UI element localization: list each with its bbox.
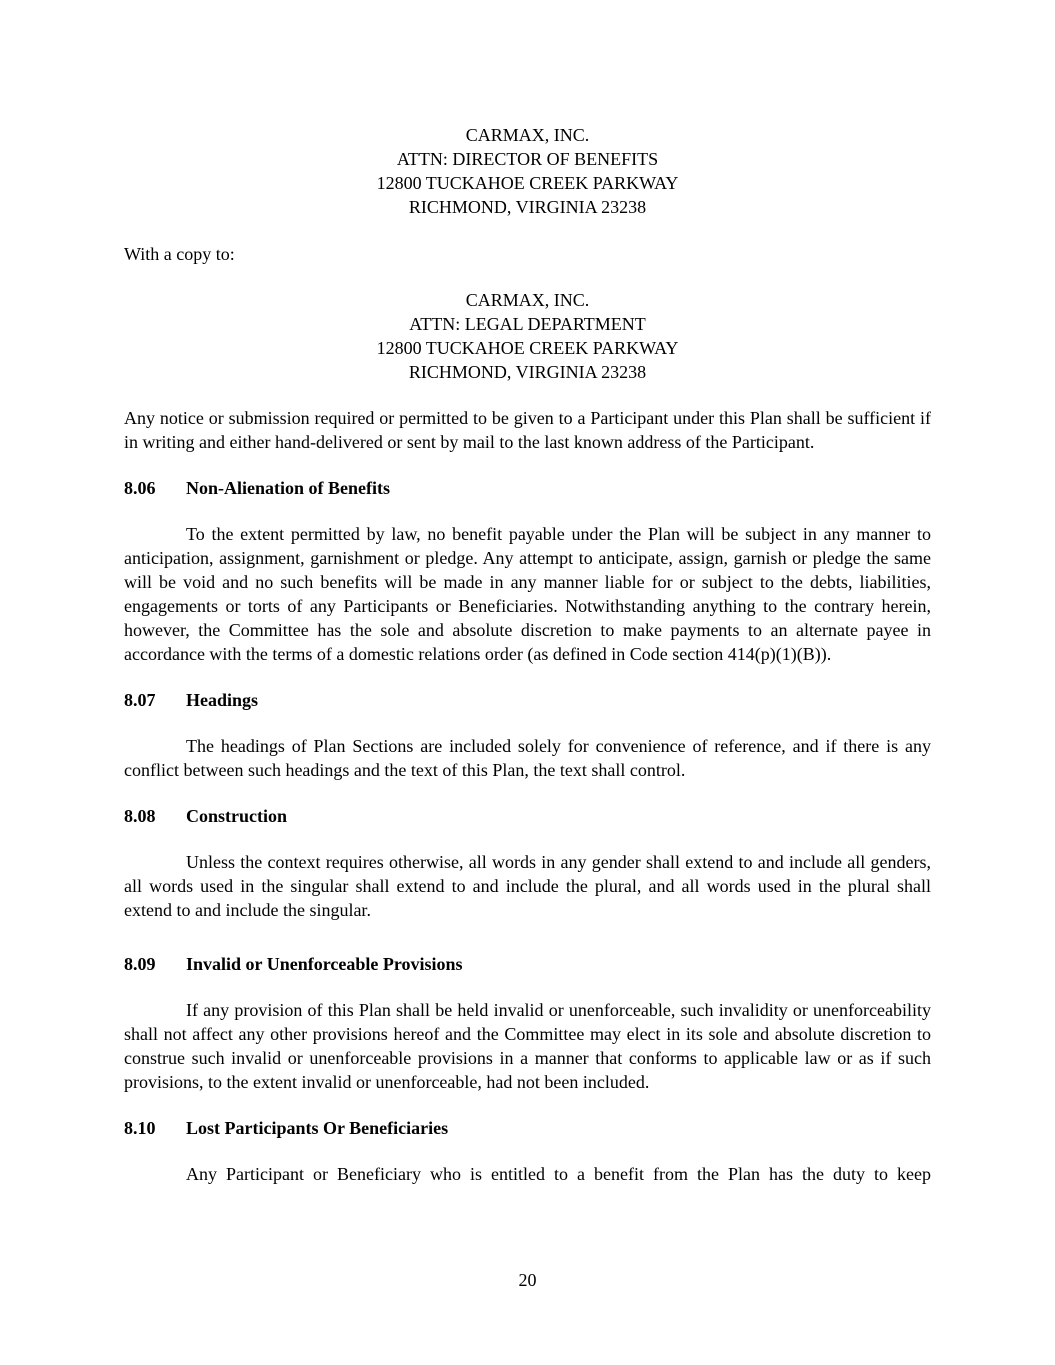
address-city: RICHMOND, VIRGINIA 23238 [408, 197, 647, 217]
section-heading-8-08 [124, 804, 931, 828]
section-heading-8-10 [124, 1116, 931, 1140]
section-body-8-07: The headings of Plan Sections are included solely for convenience of reference, and if there is any conflict between such headings and the text of this Plan, the text shall control. [124, 736, 931, 780]
address-street: 12800 TUCKAHOE CREEK PARKWAY [376, 338, 679, 358]
section-number: 8.06 [124, 478, 156, 498]
section-heading-8-06 [124, 476, 931, 500]
copy-to-label: With a copy to: [124, 244, 235, 264]
address-block-legal [124, 288, 931, 384]
page-number: 20 [518, 1270, 537, 1290]
section-title: Non-Alienation of Benefits [186, 478, 390, 498]
address-company: CARMAX, INC. [465, 125, 590, 145]
section-body-8-10: Any Participant or Beneficiary who is entitled to a benefit from the Plan has the duty to keep [186, 1164, 931, 1184]
section-heading-8-07 [124, 688, 931, 712]
section-title: Lost Participants Or Beneficiaries [186, 1118, 449, 1138]
section-body-8-06: To the extent permitted by law, no benefit payable under the Plan will be subject in any manner to anticipation, assignment, garnishment or pledge. Any attempt to anticipate, assign, garnish or pledge the same will be void and no such benefits will be made in any manner liable for or subject to the debts, liabilities, engagements or torts of any Participants or Beneficiaries. Notwithstanding anything to the contrary herein, however, the Committee has the sole and absolute discretion to make payments to an alternate payee in accordance with the terms of a domestic relations order (as defined in Code section 414(p)(1)(B)). [124, 524, 931, 664]
section-number: 8.08 [124, 806, 156, 826]
section-number: 8.09 [124, 954, 156, 974]
address-attention: ATTN: LEGAL DEPARTMENT [409, 314, 646, 334]
address-company: CARMAX, INC. [465, 290, 590, 310]
document-page [124, 123, 931, 1186]
address-street: 12800 TUCKAHOE CREEK PARKWAY [376, 173, 679, 193]
section-title: Construction [186, 806, 288, 826]
section-body-8-08: Unless the context requires otherwise, all words in any gender shall extend to and include all genders, all words used in the singular shall extend to and include the plural, and all words used in the plural shall extend to and include the singular. [124, 852, 931, 920]
address-city: RICHMOND, VIRGINIA 23238 [408, 362, 647, 382]
section-number: 8.10 [124, 1118, 156, 1138]
address-block-benefits [124, 123, 931, 219]
notice-paragraph: Any notice or submission required or permitted to be given to a Participant under this Plan shall be sufficient if in writing and either hand-delivered or sent by mail to the last known address of the Participant. [124, 408, 931, 452]
address-attention: ATTN: DIRECTOR OF BENEFITS [396, 149, 659, 169]
section-title: Headings [186, 690, 259, 710]
section-number: 8.07 [124, 690, 156, 710]
section-heading-8-09 [124, 952, 931, 976]
section-body-8-09: If any provision of this Plan shall be held invalid or unenforceable, such invalidity or unenforceability shall not affect any other provisions hereof and the Committee may elect in its sole and absolute discretion to construe such invalid or unenforceable provisions in a manner that conforms to applicable law or as if such provisions, to the extent invalid or unenforceable, had not been included. [124, 1000, 931, 1092]
section-title: Invalid or Unenforceable Provisions [186, 954, 463, 974]
